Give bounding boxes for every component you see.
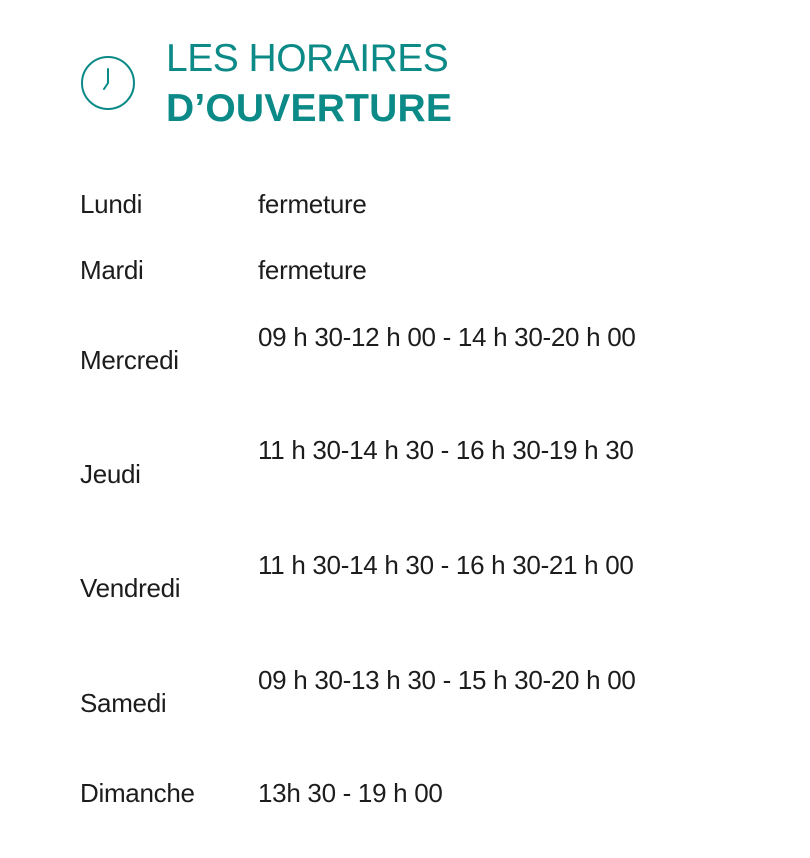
day-label-dimanche: Dimanche [80, 778, 195, 808]
hours-value-dimanche: 13h 30 - 19 h 00 [258, 778, 443, 808]
day-label-mardi: Mardi [80, 255, 144, 285]
page-title-line2: D’OUVERTURE [166, 87, 453, 130]
day-label-lundi: Lundi [80, 189, 143, 219]
hours-value-vendredi: 11 h 30-14 h 30 - 16 h 30-21 h 00 [258, 550, 634, 580]
day-label-samedi: Samedi [80, 688, 167, 718]
hours-value-lundi: fermeture [258, 189, 367, 219]
day-label-mercredi: Mercredi [80, 345, 179, 375]
day-label-jeudi: Jeudi [80, 459, 141, 489]
hours-value-jeudi: 11 h 30-14 h 30 - 16 h 30-19 h 30 [258, 435, 634, 465]
day-label-vendredi: Vendredi [80, 573, 181, 603]
clock-icon [80, 55, 136, 111]
hours-value-mardi: fermeture [258, 255, 367, 285]
hours-value-samedi: 09 h 30-13 h 30 - 15 h 30-20 h 00 [258, 665, 636, 695]
hours-value-mercredi: 09 h 30-12 h 00 - 14 h 30-20 h 00 [258, 322, 636, 352]
page-title-line1: LES HORAIRES [166, 37, 449, 80]
